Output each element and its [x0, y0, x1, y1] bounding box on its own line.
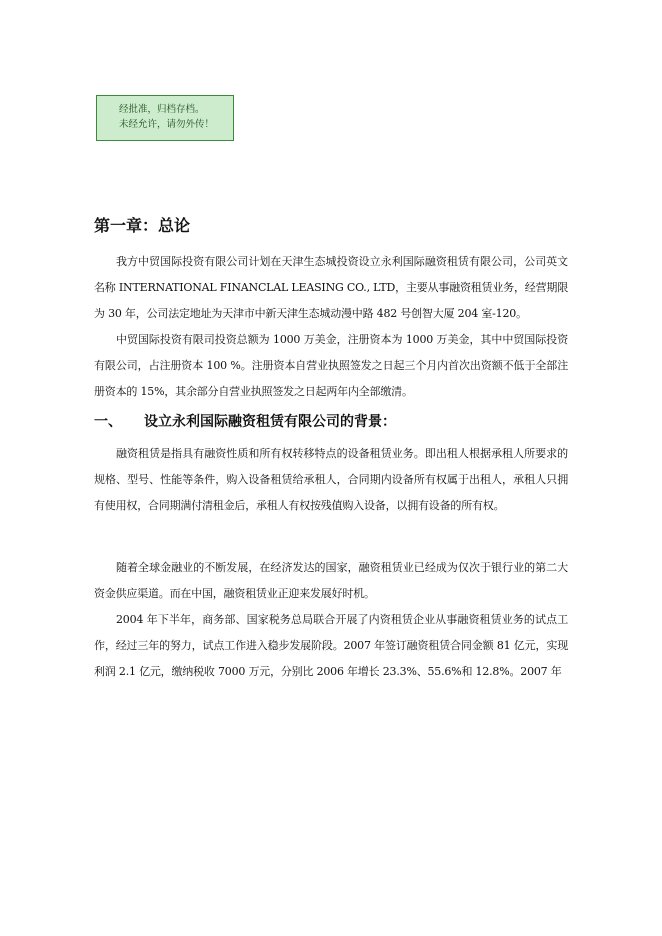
section-heading — [94, 409, 568, 435]
confidential-notice-box — [96, 95, 234, 141]
pilot-work-paragraph: 2004 年下半年，商务部、国家税务总局联合开展了内资租赁企业从事融资租赁业务的试点工作，经过三年的努力，试点工作进入稳步发展阶段。2007 年签订融资租赁合同金额 81 亿元，实现利润 2.1 亿元，缴纳税收 7000 万元，分别比 2006 年增长 23.3%、55.6%和 12.8%。2007 年 — [94, 613, 568, 678]
section-title: 设立永利国际融资租赁有限公司的背景： — [144, 414, 396, 430]
leasing-definition-paragraph: 融资租赁是指具有融资性质和所有权转移特点的设备租赁业务。即出租人根据承租人所要求的规格、型号、性能等条件，购入设备租赁给承租人，合同期内设备所有权属于出租人，承租人只拥有使用权，合同期满付清租金后，承租人有权按残值购入设备，以拥有设备的所有权。 — [94, 447, 568, 512]
industry-development-paragraph: 随着全球金融业的不断发展，在经济发达的国家，融资租赁业已经成为仅次于银行业的第二大资金供应渠道。而在中国，融资租赁业正迎来发展好时机。 — [94, 561, 568, 600]
capital-paragraph: 中贸国际投资有限司投资总额为 1000 万美金，注册资本为 1000 万美金，其中中贸国际投资有限公司，占注册资本 100 %。注册资本自营业执照签发之日起三个月内首次出资额不低于全部注册资本的 15%，其余部分自营业执照签发之日起两年内全部缴清。 — [94, 333, 568, 398]
paragraph-gap — [94, 519, 568, 555]
section-number: 一、 — [94, 414, 122, 430]
notice-line-1: 经批准，归档存档。 — [119, 104, 205, 115]
notice-line-2: 未经允许，请勿外传！ — [119, 119, 215, 130]
document-body — [94, 215, 568, 685]
company-intro-paragraph: 我方中贸国际投资有限公司计划在天津生态城投资设立永利国际融资租赁有限公司，公司英文名称 INTERNATIONAL FINANCLAL LEASING CO., LTD，主要从事融资租赁业务，经营期限为 30 年，公司法定地址为天津市中新天津生态城动漫中路 482 号创智大厦 204 室-120。 — [94, 255, 568, 320]
chapter-title: 第一章：总论 — [94, 216, 191, 235]
